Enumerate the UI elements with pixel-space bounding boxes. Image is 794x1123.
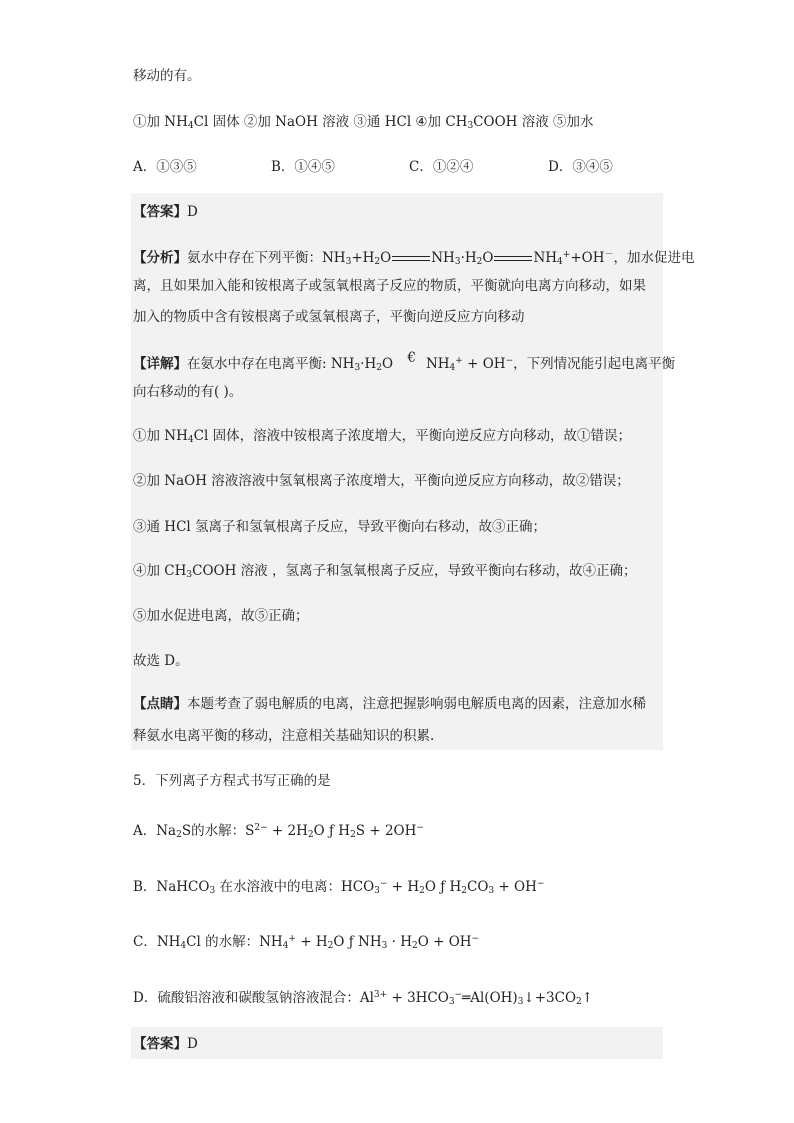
comment-line-1: 【点睛】本题考查了弱电解质的电离，注意把握影响弱电解质电离的因素，注意加水稀 xyxy=(133,696,646,712)
answer-panel-5 xyxy=(131,1027,663,1059)
detail-line-1: 【详解】在氨水中存在电离平衡: $NH_3\cdot H_2O$ € $NH_4^+ + OH^-$，下列情况能引起电离平衡 xyxy=(133,350,676,373)
question-tail: 移动的有。 xyxy=(133,68,201,84)
analysis-line-3: 加入的物质中含有铵根离子或氢氧根离子，平衡向逆反应方向移动 xyxy=(133,309,525,325)
equilibrium-arrow-icon xyxy=(392,253,430,265)
analysis-line-2: 离，且如果加入能和铵根离子或氢氧根离子反应的物质，平衡就向电离方向移动，如果 xyxy=(133,278,646,294)
detail-conclusion: 故选 D。 xyxy=(133,653,189,669)
answer-line: 【答案】D xyxy=(133,204,198,220)
q5-option-d: D．硫酸铝溶液和碳酸氢钠溶液混合：$Al^{3+}$ + $3HCO_3^-═Al(OH)_3↓+3CO_2↑$ xyxy=(133,990,594,1007)
q5-option-c: C．$NH_4Cl$ 的水解：$NH_4^+ + H_2O$ ƒ $NH_3 \cdot H_2O + OH^-$ xyxy=(133,934,480,951)
q5-option-b: B．NaHCO$_3$ 在水溶液中的电离：$HCO_3^- + H_2O$ ƒ $H_2CO_3 + OH^-$ xyxy=(133,879,545,896)
option-d: D．③④⑤ xyxy=(548,159,613,175)
equilibrium-symbol-icon: € xyxy=(407,350,416,366)
analysis-line-1: 【分析】氨水中存在下列平衡：$NH_3+H_2O$ $NH_3\cdot H_2O$ $NH_4^++OH^-$，加水促进电 xyxy=(133,250,695,267)
detail-line-2: 向右移动的有( )。 xyxy=(133,384,243,400)
detail-step-1: ①加 $NH_4Cl$ 固体，溶液中铵根离子浓度增大，平衡向逆反应方向移动，故①错误； xyxy=(133,428,632,445)
detail-step-5: ⑤加水促进电离，故⑤正确； xyxy=(133,608,309,624)
question-items: ①加 $NH_4Cl$ 固体 ②加 NaOH 溶液 ③通 HCl ④加 $CH_3COOH$ 溶液 ⑤加水 xyxy=(133,114,594,131)
answer-line-5: 【答案】D xyxy=(133,1036,198,1052)
q5-option-a: A．$Na_2S$的水解：$S^{2-} + 2H_2O$ ƒ $H_2S + 2OH^-$ xyxy=(133,823,424,840)
option-c: C．①②④ xyxy=(409,159,474,175)
option-a: A．①③⑤ xyxy=(133,159,197,175)
detail-step-2: ②加 NaOH 溶液溶液中氢氧根离子浓度增大，平衡向逆反应方向移动，故②错误； xyxy=(133,473,630,489)
detail-step-4: ④加 $CH_3COOH$ 溶液 ，氢离子和氢氧根离子反应，导致平衡向右移动，故④正确； xyxy=(133,563,637,580)
question-5-stem: 5．下列离子方程式书写正确的是 xyxy=(133,773,331,789)
detail-step-3: ③通 HCl 氢离子和氢氧根离子反应，导致平衡向右移动，故③正确； xyxy=(133,519,547,535)
option-b: B．①④⑤ xyxy=(271,159,335,175)
comment-line-2: 释氨水电离平衡的移动，注意相关基础知识的积累. xyxy=(133,728,435,744)
equilibrium-arrow-icon xyxy=(494,253,532,265)
